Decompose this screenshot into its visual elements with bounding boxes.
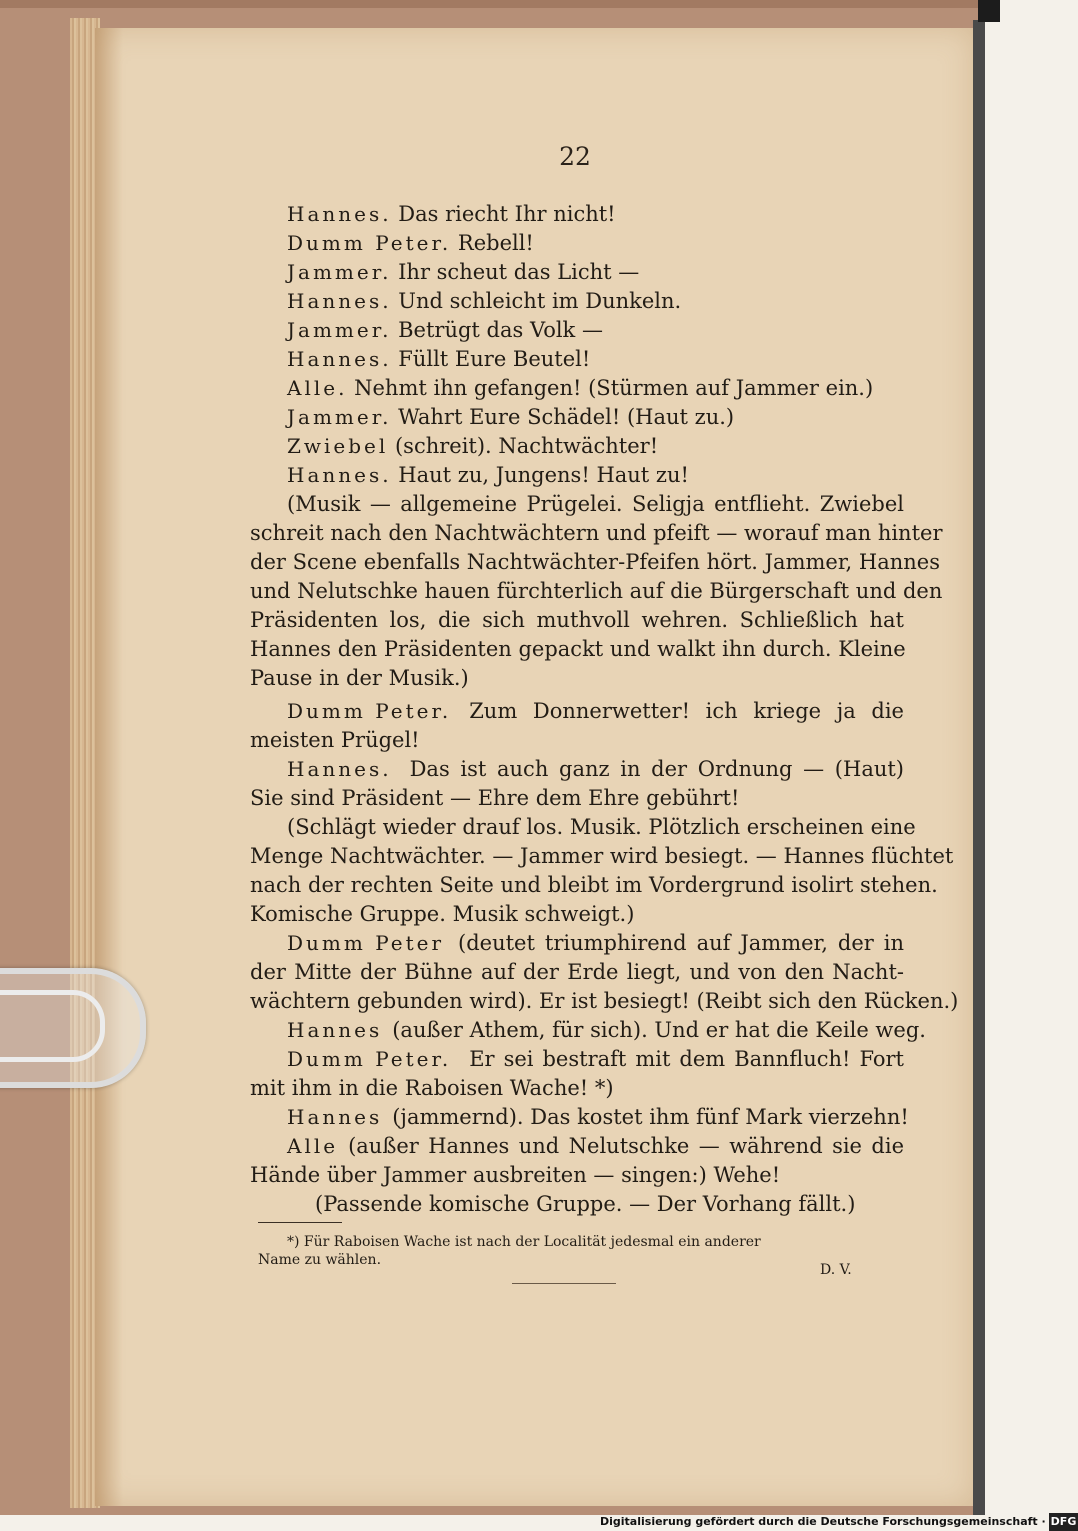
dialogue-line: Dumm Peter. Er sei bestraft mit dem Bannfluch! Fort	[287, 1045, 904, 1074]
dialogue-line: Hannes. Das ist auch ganz in der Ordnung — (Haut)	[287, 755, 904, 784]
dialogue-line: meisten Prügel!	[250, 728, 420, 752]
speaker-name: Dumm Peter	[287, 931, 445, 955]
dialogue-line: Dumm Peter (deutet triumphirend auf Jammer, der in	[287, 929, 904, 958]
dialogue-text: Wahrt Eure Schädel! (Haut zu.)	[398, 405, 735, 429]
dialogue-text: Ihr scheut das Licht —	[398, 260, 640, 284]
stage-direction-line: Hannes den Präsidenten gepackt und walkt ihn durch. Kleine	[250, 637, 906, 661]
dialogue-text: Das riecht Ihr nicht!	[398, 202, 616, 226]
dialogue-line	[287, 287, 681, 316]
speaker-name: Hannes.	[287, 289, 392, 313]
book-spine	[973, 20, 985, 1515]
dialogue-line: wächtern gebunden wird). Er ist besiegt! (Reibt sich den Rücken.)	[250, 989, 959, 1013]
speaker-name: Hannes.	[287, 202, 392, 226]
dialogue-line: der Mitte der Bühne auf der Erde liegt, und von den Nacht-	[250, 960, 904, 984]
stage-direction-line: Präsidenten los, die sich muthvoll wehren. Schließlich hat	[250, 608, 904, 632]
dialogue-line	[287, 200, 616, 229]
dfg-logo: DFG	[1049, 1513, 1078, 1531]
dialogue-line: mit ihm in die Raboisen Wache! *)	[250, 1076, 614, 1100]
dialogue-text: Rebell!	[457, 231, 534, 255]
stage-direction-line: und Nelutschke hauen fürchterlich auf die Bürgerschaft und den	[250, 579, 943, 603]
dialogue-line	[287, 316, 603, 345]
speaker-name: Hannes.	[287, 347, 392, 371]
stage-direction-line: (Passende komische Gruppe. — Der Vorhang fällt.)	[315, 1192, 856, 1216]
digitization-credit	[600, 1513, 1077, 1531]
speaker-name: Alle.	[287, 376, 348, 400]
speaker-name: Jammer.	[287, 405, 392, 429]
dialogue-line	[287, 258, 639, 287]
dialogue-text: Haut zu, Jungens! Haut zu!	[398, 463, 689, 487]
speaker-name: Hannes.	[287, 757, 392, 781]
stage-direction-line: der Scene ebenfalls Nachtwächter-Pfeifen hört. Jammer, Hannes	[250, 550, 940, 574]
dialogue-line	[287, 345, 590, 374]
end-rule	[512, 1283, 616, 1284]
stage-direction-line: schreit nach den Nachtwächtern und pfeift — worauf man hinter	[250, 521, 943, 545]
page-number: 22	[559, 142, 591, 171]
dialogue-line: Dumm Peter. Zum Donnerwetter! ich kriege ja die	[287, 697, 904, 726]
dialogue-line	[287, 374, 873, 403]
stage-direction-line: (Musik — allgemeine Prügelei. Seligja entflieht. Zwiebel	[287, 492, 904, 516]
speaker-name: Hannes	[287, 1105, 383, 1129]
dialogue-line: Hannes (außer Athem, für sich). Und er hat die Keile weg.	[287, 1016, 904, 1045]
stage-direction-line: Komische Gruppe. Musik schweigt.)	[250, 902, 635, 926]
speaker-name: Hannes.	[287, 463, 392, 487]
dialogue-line	[287, 432, 658, 461]
dialogue-line	[287, 461, 689, 490]
dialogue-line: Hannes (jammernd). Das kostet ihm fünf Mark vierzehn!	[287, 1103, 904, 1132]
stage-direction-line: Pause in der Musik.)	[250, 666, 469, 690]
dialogue-line	[287, 403, 734, 432]
speaker-name: Alle	[287, 1134, 339, 1158]
footnote-rule	[258, 1222, 342, 1223]
dialogue-line: Hände über Jammer ausbreiten — singen:) Wehe!	[250, 1163, 781, 1187]
stage-direction-line: (Schlägt wieder drauf los. Musik. Plötzlich erscheinen eine	[287, 815, 916, 839]
cover-edge	[0, 0, 985, 8]
speaker-name: Dumm Peter.	[287, 699, 452, 723]
footnote-text: *) Für Raboisen Wache ist nach der Localität jedesmal ein anderer	[287, 1234, 761, 1250]
dialogue-text: (schreit). Nachtwächter!	[394, 434, 659, 458]
dialogue-text: Und schleicht im Dunkeln.	[398, 289, 682, 313]
speaker-name: Hannes	[287, 1018, 383, 1042]
speaker-name: Zwiebel	[287, 434, 389, 458]
page-gutter-shadow	[95, 28, 123, 1506]
dialogue-line: Alle (außer Hannes und Nelutschke — während sie die	[287, 1132, 904, 1161]
stage-direction-line: Menge Nachtwächter. — Jammer wird besiegt. — Hannes flüchtet	[250, 844, 954, 868]
paper-clip-inner	[0, 990, 105, 1062]
footnote-text: Name zu wählen.	[258, 1252, 382, 1268]
speaker-name: Jammer.	[287, 318, 392, 342]
speaker-name: Jammer.	[287, 260, 392, 284]
dialogue-text: Betrügt das Volk —	[398, 318, 603, 342]
dialogue-line	[287, 229, 534, 258]
credit-text: Digitalisierung gefördert durch die Deutsche Forschungsgemeinschaft ·	[600, 1515, 1046, 1528]
speaker-name: Dumm Peter.	[287, 231, 452, 255]
speaker-name: Dumm Peter.	[287, 1047, 452, 1071]
spine-corner	[978, 0, 1000, 22]
dialogue-text: Füllt Eure Beutel!	[398, 347, 591, 371]
dialogue-text: Nehmt ihn gefangen! (Stürmen auf Jammer ein.)	[354, 376, 874, 400]
footnote-signature: D. V.	[820, 1262, 852, 1278]
stage-direction-line: nach der rechten Seite und bleibt im Vordergrund isolirt stehen.	[250, 873, 938, 897]
dialogue-line: Sie sind Präsident — Ehre dem Ehre gebührt!	[250, 786, 740, 810]
